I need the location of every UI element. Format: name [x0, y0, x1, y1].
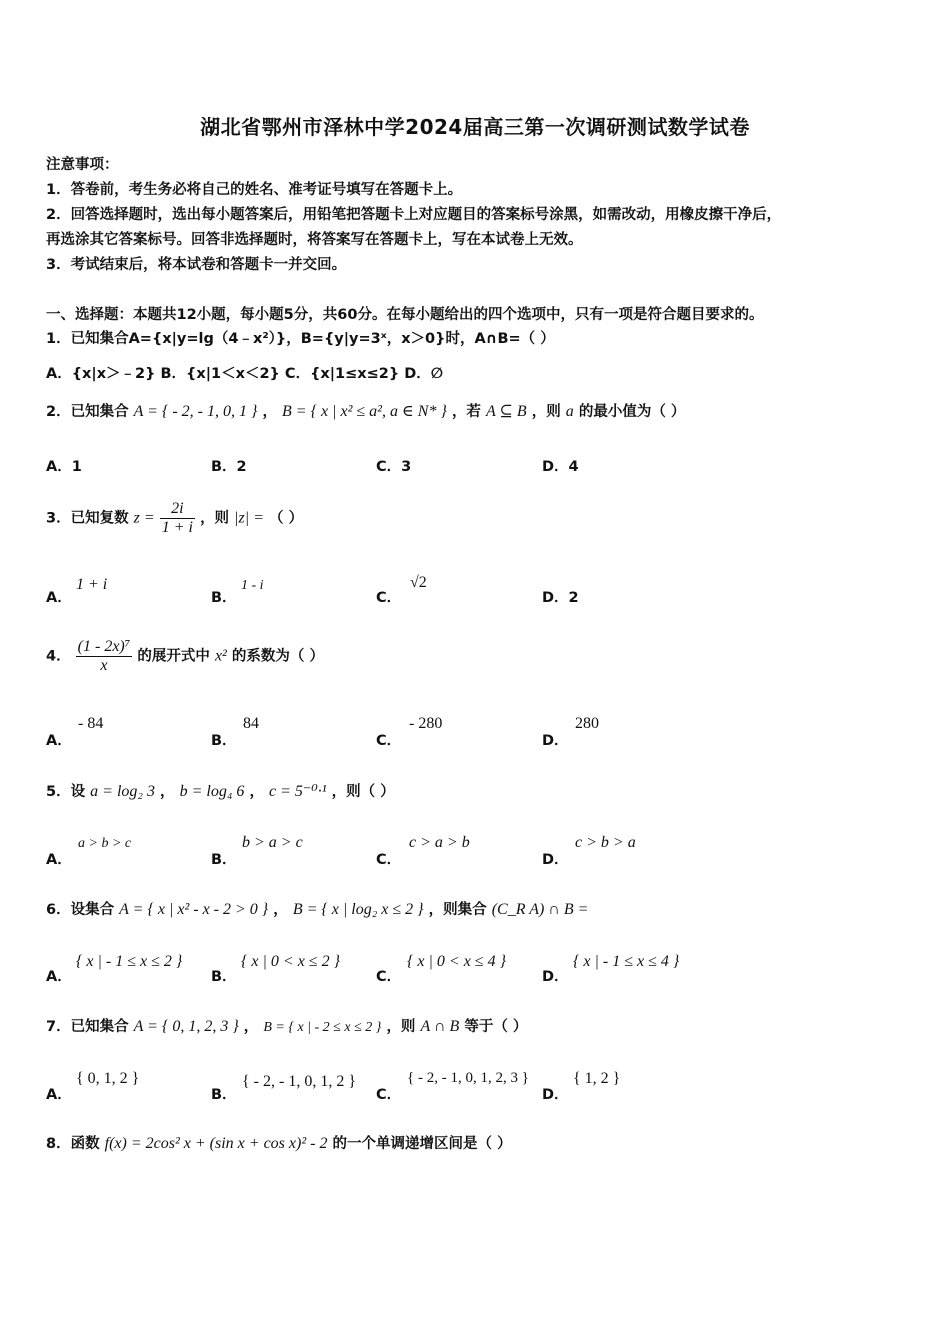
- q6-option-b: B．: [211, 969, 237, 985]
- q4-num: (1 - 2x)⁷: [77, 638, 131, 655]
- q2-option-d: D．4: [542, 459, 579, 475]
- q2-set-b: B = { x | x² ≤ a², a ∈ N* }: [282, 403, 447, 420]
- q4-mid: 的展开式中: [137, 648, 210, 665]
- q6-option-a: A．: [46, 969, 72, 985]
- q3-mid: ，则: [200, 510, 230, 527]
- q3-option-d: D．2: [542, 590, 579, 606]
- notice-item-2-cont: 再选涂其它答案标号。回答非选择题时，将答案写在答题卡上，写在本试卷上无效。: [46, 232, 583, 248]
- q3-num: 2i: [160, 500, 195, 519]
- section-heading: 一、选择题：本题共12小题，每小题5分，共60分。在每小题给出的四个选项中，只有一项是符合题目要求的。: [46, 307, 764, 323]
- q3-den: 1 + i: [161, 519, 193, 536]
- q6-value-d: { x | - 1 ≤ x ≤ 4 }: [573, 953, 680, 970]
- q5-a: a = log₂ 3: [90, 783, 155, 800]
- page-title: 湖北省鄂州市泽林中学2024届高三第一次调研测试数学试卷: [200, 115, 750, 139]
- q2-post2: ，则: [531, 404, 561, 420]
- q5-value-a: a > b > c: [78, 836, 132, 851]
- q3-stem: [46, 500, 303, 537]
- q5-pre: 5．设: [46, 784, 86, 800]
- q5-value-d: c > b > a: [575, 834, 636, 851]
- q3-option-b: B．: [211, 590, 237, 606]
- q3-lhs: z =: [133, 509, 155, 527]
- q6-option-d: D．: [542, 969, 569, 985]
- q2-post3: 的最小值为（ ）: [578, 404, 686, 420]
- q7-post: 等于（ ）: [464, 1019, 528, 1035]
- q7-expr: A ∩ B: [420, 1018, 460, 1035]
- q7-set-a: A = { 0, 1, 2, 3 }: [133, 1018, 239, 1035]
- q4-value-c: - 280: [409, 715, 443, 732]
- q1-options: A．{x|x＞﹣2} B．{x|1＜x＜2} C．{x|1≤x≤2} D．∅: [46, 366, 444, 382]
- q7-value-a: { 0, 1, 2 }: [76, 1070, 140, 1087]
- q3-option-c: C．: [376, 590, 402, 606]
- q4-pre: 4．: [46, 648, 71, 665]
- q3-pre: 3．已知复数: [46, 510, 129, 527]
- q4-option-d: D．: [542, 733, 569, 749]
- q4-stem: [46, 638, 324, 675]
- q6-stem: [46, 898, 588, 919]
- q7-value-c: { - 2, - 1, 0, 1, 2, 3 }: [407, 1070, 529, 1086]
- notice-item-3: 3．考试结束后，将本试卷和答题卡一并交回。: [46, 257, 347, 273]
- q5-c: c = 5⁻⁰·¹: [269, 783, 327, 800]
- q3-value-a: 1 + i: [76, 576, 108, 593]
- q2-set-a: A = { - 2, - 1, 0, 1 }: [133, 403, 258, 420]
- q5-sep-1: ，: [160, 784, 175, 800]
- q4-option-b: B．: [211, 733, 237, 749]
- q4-value-b: 84: [243, 715, 259, 732]
- q5-value-c: c > a > b: [409, 834, 470, 851]
- q6-mid: ，则集合: [428, 902, 487, 918]
- q2-pre: 2．已知集合: [46, 404, 129, 420]
- q7-value-d: { 1, 2 }: [573, 1070, 621, 1087]
- notice-item-2: 2．回答选择题时，选出每小题答案后，用铅笔把答题卡上对应题目的答案标号涂黑，如需改动，用橡皮擦干净后，: [46, 207, 782, 223]
- q5-option-d: D．: [542, 852, 569, 868]
- q2-option-b: B．2: [211, 459, 247, 475]
- q8-post: 的一个单调递增区间是（ ）: [332, 1136, 512, 1152]
- q7-option-c: C．: [376, 1087, 402, 1103]
- q4-value-a: - 84: [78, 715, 104, 732]
- q4-post: 的系数为（ ）: [231, 648, 324, 665]
- q6-set-b: B = { x | log₂ x ≤ 2 }: [292, 901, 424, 918]
- q5-option-a: A．: [46, 852, 72, 868]
- q3-value-b: 1 - i: [241, 578, 264, 593]
- q3-option-a: A．: [46, 590, 72, 606]
- q6-value-b: { x | 0 < x ≤ 2 }: [241, 953, 340, 970]
- q3-abs: |z| =: [234, 509, 264, 527]
- q4-var: x²: [214, 647, 227, 665]
- q7-pre: 7．已知集合: [46, 1019, 129, 1035]
- q2-option-a: A．1: [46, 459, 82, 475]
- q3-value-c: √2: [410, 574, 427, 591]
- q7-option-a: A．: [46, 1087, 72, 1103]
- q6-value-a: { x | - 1 ≤ x ≤ 2 }: [76, 953, 183, 970]
- q6-pre: 6．设集合: [46, 902, 115, 918]
- q4-den: x: [100, 657, 108, 674]
- q2-cond: A ⊆ B: [486, 403, 527, 420]
- q2-stem: [46, 400, 685, 421]
- q6-value-c: { x | 0 < x ≤ 4 }: [407, 953, 506, 970]
- q7-option-d: D．: [542, 1087, 569, 1103]
- q5-sep-2: ，: [249, 784, 264, 800]
- q7-sep: ，: [243, 1019, 259, 1035]
- q8-func: f(x) = 2cos² x + (sin x + cos x)² - 2: [104, 1135, 328, 1152]
- q5-b: b = log₄ 6: [179, 783, 245, 800]
- q2-sep: ，: [262, 404, 277, 420]
- q5-value-b: b > a > c: [242, 834, 303, 851]
- q4-fraction: [76, 638, 133, 675]
- q3-fraction: [160, 500, 195, 537]
- q4-option-c: C．: [376, 733, 402, 749]
- q2-option-c: C．3: [376, 459, 412, 475]
- q7-option-b: B．: [211, 1087, 237, 1103]
- q4-value-d: 280: [575, 715, 599, 732]
- q6-sep: ，: [273, 902, 288, 918]
- q8-stem: [46, 1132, 512, 1153]
- notice-heading: 注意事项：: [46, 157, 119, 173]
- q7-value-b: { - 2, - 1, 0, 1, 2 }: [242, 1073, 357, 1090]
- q1-stem: 1．已知集合A={x|y=lg（4﹣x²）}，B={y|y=3ˣ，x＞0}时，A∩B=（ ）: [46, 331, 555, 347]
- q2-var: a: [565, 403, 574, 420]
- q5-post: ，则（ ）: [331, 784, 395, 800]
- q6-expr: (C_R A) ∩ B =: [491, 901, 589, 918]
- q7-mid: ，则: [386, 1019, 416, 1035]
- q5-stem: [46, 780, 395, 801]
- q7-set-b: B = { x | - 2 ≤ x ≤ 2 }: [263, 1020, 382, 1035]
- q7-stem: [46, 1015, 527, 1036]
- q5-option-b: B．: [211, 852, 237, 868]
- notice-item-1: 1．答卷前，考生务必将自己的姓名、准考证号填写在答题卡上。: [46, 182, 463, 198]
- q8-pre: 8．函数: [46, 1136, 100, 1152]
- q3-post: （ ）: [269, 510, 304, 527]
- q4-option-a: A．: [46, 733, 72, 749]
- q5-option-c: C．: [376, 852, 402, 868]
- q2-post1: ，若: [451, 404, 481, 420]
- q6-set-a: A = { x | x² - x - 2 > 0 }: [119, 901, 269, 918]
- q6-option-c: C．: [376, 969, 402, 985]
